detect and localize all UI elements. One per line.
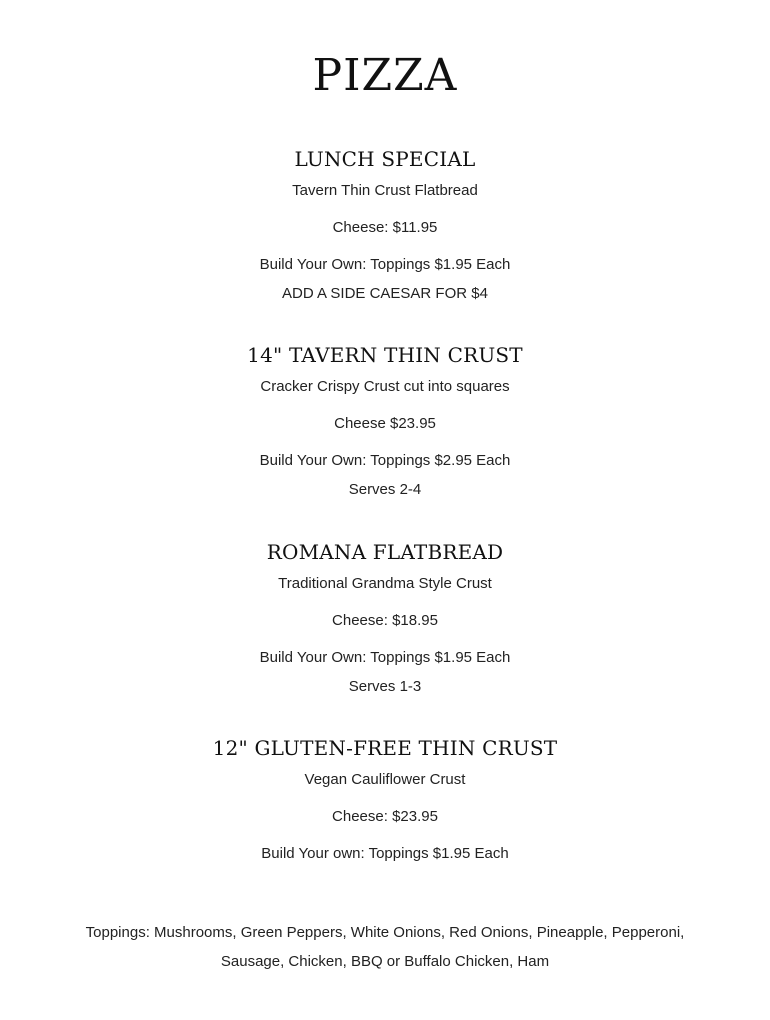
section-heading: 12" GLUTEN-FREE THIN CRUST (212, 736, 558, 760)
section-heading: ROMANA FLATBREAD (266, 540, 504, 564)
cheese-price: Cheese: $23.95 (332, 808, 438, 825)
section-description: Cracker Crispy Crust cut into squares (260, 378, 510, 395)
build-your-own-price: Build Your Own: Toppings $1.95 Each (259, 256, 511, 273)
section-heading: LUNCH SPECIAL (294, 147, 476, 171)
serves-note: Serves 2-4 (348, 481, 422, 498)
build-your-own-price: Build Your Own: Toppings $2.95 Each (259, 452, 511, 469)
cheese-price: Cheese $23.95 (334, 415, 436, 432)
build-your-own-price: Build Your Own: Toppings $1.95 Each (259, 649, 511, 666)
section-description: Vegan Cauliflower Crust (304, 771, 466, 788)
serves-note: Serves 1-3 (348, 678, 422, 695)
cheese-price: Cheese: $18.95 (332, 612, 438, 629)
section-note: ADD A SIDE CAESAR FOR $4 (282, 285, 488, 302)
build-your-own-price: Build Your own: Toppings $1.95 Each (261, 845, 509, 862)
section-heading: 14" TAVERN THIN CRUST (247, 343, 523, 367)
section-description: Traditional Grandma Style Crust (278, 575, 492, 592)
page-title: PIZZA (312, 50, 458, 101)
section-description: Tavern Thin Crust Flatbread (292, 182, 478, 199)
section-lunch-special (0, 146, 770, 304)
toppings-list: Toppings: Mushrooms, Green Peppers, White Onions, Red Onions, Pineapple, Pepperoni, Sausage, Chicken, BBQ or Buffalo Chicken, Ham (85, 924, 685, 970)
section-romana-flatbread (0, 539, 770, 697)
section-tavern-thin-crust (0, 342, 770, 500)
cheese-price: Cheese: $11.95 (332, 219, 438, 236)
section-gluten-free-thin-crust (0, 735, 770, 864)
